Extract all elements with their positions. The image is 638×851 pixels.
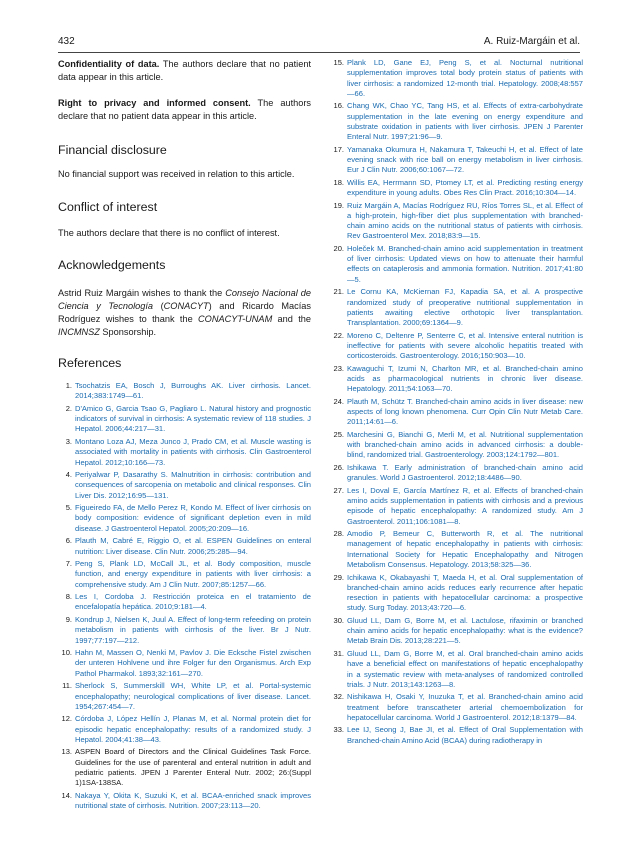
left-column <box>58 58 311 814</box>
reference-link[interactable]: Plank LD, Gane EJ, Peng S, et al. Nocturnal nutritional supplementation improves total body protein status of patients with liver cirrhosis: a randomized 12-month trial. Hepatology. 2008;48:557—66. <box>347 58 583 98</box>
reference-item <box>58 559 311 590</box>
ack-text-3: ) and Ricardo Macías Rodríguez wishes to thank the <box>58 301 311 325</box>
reference-link[interactable]: Hahn M, Massen O, Nenki M, Pavlov J. Die Ecksche Fistel zwischen der unteren Hohlvene und ihre Folger fur den Organismus. Arch Exp Pathol Pharmakol. 1893;32:161—270. <box>75 648 311 678</box>
reference-number: 14. <box>61 790 72 800</box>
reference-number: 23. <box>333 363 344 373</box>
reference-item <box>330 201 583 242</box>
reference-link[interactable]: Les I, Doval E, García Martínez R, et al. Effects of branched-chain amino acids supplementation in patients with cirrhosis and a previous episode of hepatic encephalopathy: A randomized study. Am J Gastroenterol. 2011;106:1081—8. <box>347 485 583 526</box>
reference-item <box>58 615 311 646</box>
reference-item <box>330 58 583 99</box>
reference-link: ASPEN Board of Directors and the Clinical Guidelines Task Force. Guidelines for the use of parenteral and enteral nutrition in adult and pediatric patients. JPEN J Parenter Enteral Nutr. 2002; 26:(Suppl 1)1SA-138SA. <box>75 747 311 788</box>
page-header <box>58 36 580 52</box>
reference-number: 8. <box>65 592 72 602</box>
reference-number: 26. <box>333 463 344 473</box>
reference-number: 17. <box>333 144 344 154</box>
reference-item <box>58 536 311 557</box>
reference-number: 18. <box>333 177 344 187</box>
reference-item <box>58 648 311 679</box>
reference-item <box>58 437 311 468</box>
conflict-heading: Conflict of interest <box>58 199 158 214</box>
reference-link[interactable]: Gluud LL, Dam G, Borre M, et al. Oral branched-chain amino acids have a beneficial effect on manifestations of hepatic encephalopathy in a systematic review with meta-analyses of randomized controlled trials. J Nutr. 2013;143:1263—8. <box>347 649 583 689</box>
reference-number: 28. <box>333 529 344 539</box>
reference-item <box>330 178 583 199</box>
reference-item <box>58 592 311 613</box>
right-column <box>330 58 583 748</box>
reference-link[interactable]: Yamanaka Okumura H, Nakamura T, Takeuchi H, et al. Effect of late evening snack with rice ball on energy metabolism in liver cirrhosis. Eur J Clin Nutr. 2006;60:1067—72. <box>347 144 583 175</box>
reference-link[interactable]: Amodio P, Bemeur C, Butterworth R, et al. The nutritional management of hepatic encephalopathy in patients with cirrhosis: International Society for Hepatic Encephalopathy and Nitrogen Metabolism Consensus. Hepatology. 2013;58:325—36. <box>347 529 583 569</box>
reference-item <box>330 331 583 362</box>
reference-link[interactable]: Ruiz Margáin A, Macías Rodríguez RU, Ríos Torres SL, et al. Effect of a high-protein, high-fiber diet plus supplementation with branched-chain amino acids on the nutritional status of patients with cirrhosis. Rev Gastroenterol Mex. 2018;83:9—15. <box>347 200 583 241</box>
ack-text-5: Sponsorship. <box>99 327 157 338</box>
reference-number: 30. <box>333 615 344 625</box>
reference-link[interactable]: Gluud LL, Dam G, Borre M, et al. Lactulose, rifaximin or branched chain amino acids for hepatic encephalopathy: what is the evidence? Metab Brain Dis. 2013;28:221—5. <box>347 615 583 646</box>
ack-italic-3: CONACYT-UNAM <box>198 314 273 325</box>
reference-item <box>330 486 583 527</box>
ack-text-1: Astrid Ruiz Margáin wishes to thank the <box>58 288 226 299</box>
reference-item <box>58 404 311 435</box>
reference-link[interactable]: Tsochatzis EA, Bosch J, Burroughs AK. Liver cirrhosis. Lancet. 2014;383:1749—61. <box>75 381 311 401</box>
financial-text: No financial support was received in relation to this article. <box>58 168 295 179</box>
reference-number: 9. <box>65 615 72 625</box>
reference-number: 7. <box>65 559 72 569</box>
reference-list-right <box>330 58 583 746</box>
reference-number: 22. <box>333 330 344 340</box>
conflict-text: The authors declare that there is no conflict of interest. <box>58 227 280 238</box>
confidentiality-label: Confidentiality of data. <box>58 59 160 69</box>
reference-link[interactable]: Plauth M, Schütz T. Branched-chain amino acids in liver disease: new aspects of long known phenomena. Curr Opin Clin Nutr Metab Care. 2011;14:61—6. <box>347 396 583 427</box>
reference-link[interactable]: Montano Loza AJ, Meza Junco J, Prado CM, et al. Muscle wasting is associated with mortality in patients with cirrhosis. Clin Gastroenterol Hepatol. 2012;10:166—73. <box>75 437 311 467</box>
reference-number: 20. <box>333 243 344 253</box>
reference-item <box>58 470 311 501</box>
reference-link[interactable]: Moreno C, Deltenre P, Senterre C, et al. Intensive enteral nutrition is ineffective for patients with severe alcoholic hepatitis treated with corticosteroids. Gastroenterology. 2016;150:903—10. <box>347 330 583 361</box>
reference-link[interactable]: Marchesini G, Bianchi G, Merli M, et al. Nutritional supplementation with branched-chain amino acids in advanced cirrhosis: a double-blind, randomized trial. Gastroenterology. 2003;124:1792—801. <box>347 429 583 460</box>
reference-number: 29. <box>333 572 344 582</box>
acknowledgements-text <box>58 287 311 339</box>
ack-italic-4: INCMNSZ <box>58 327 100 338</box>
reference-link[interactable]: Lee IJ, Seong J, Bae JI, et al. Effect of Oral Supplementation with Branched-chain Amino Acid (BCAA) during radiotherapy in <box>347 725 583 745</box>
reference-link[interactable]: Ishikawa T. Early administration of branched-chain amino acid granules. World J Gastroenterol. 2012;18:4486—90. <box>347 463 583 483</box>
reference-number: 2. <box>65 403 72 413</box>
privacy-label: Right to privacy and informed consent. <box>58 97 251 108</box>
reference-number: 19. <box>333 200 344 210</box>
reference-number: 32. <box>333 692 344 702</box>
ack-text-4: and the <box>272 314 311 325</box>
reference-item <box>330 725 583 746</box>
reference-number: 16. <box>333 101 344 111</box>
reference-link[interactable]: Les I, Cordoba J. Restricción proteica en el tratamiento de encefalopatía hepática. 2010;9:181—4. <box>75 592 311 612</box>
reference-item <box>58 681 311 712</box>
reference-number: 4. <box>65 470 72 480</box>
reference-item <box>58 503 311 534</box>
reference-item <box>58 714 311 745</box>
running-head: A. Ruiz-Margáin et al. <box>483 36 580 47</box>
reference-item <box>330 244 583 285</box>
reference-link[interactable]: Kawaguchi T, Izumi N, Charlton MR, et al. Branched-chain amino acids as pharmacological nutrients in chronic liver disease. Hepatology. 2011;54:1063—70. <box>347 363 583 394</box>
reference-link[interactable]: Sherlock S, Summerskill WH, White LP, et al. Portal-systemic encephalopathy; neurological complications of liver disease. Lancet. 1954;267:454—7. <box>75 681 311 711</box>
confidentiality-paragraph <box>58 58 311 84</box>
reference-number: 5. <box>65 503 72 513</box>
confidentiality-text: The authors declare that no patient data appear in this article. <box>58 59 311 82</box>
reference-number: 27. <box>333 485 344 495</box>
reference-item <box>58 791 311 812</box>
privacy-paragraph <box>58 97 311 123</box>
reference-number: 31. <box>333 649 344 658</box>
reference-link[interactable]: Figueiredo FA, de Mello Perez R, Kondo M. Effect of liver cirrhosis on body composition: evidence of significant depletion even in mild disease. J Gastroenterol Hepatol. 2005;20:209—16. <box>75 503 311 533</box>
reference-link[interactable]: Nakaya Y, Okita K, Suzuki K, et al. BCAA-enriched snack improves nutritional state of cirrhosis. Nutrition. 2007;23:113—20. <box>75 790 311 811</box>
reference-item <box>330 573 583 614</box>
reference-number: 10. <box>61 648 72 658</box>
privacy-text: The authors declare that no patient data appear in this article. <box>58 97 311 121</box>
reference-link[interactable]: Chang WK, Chao YC, Tang HS, et al. Effects of extra-carbohydrate supplementation in the late evening on energy expenditure and substrate oxidation in patients with liver cirrhosis. JPEN J Parenter Enteral Nutr. 1997;21:96—9. <box>347 101 583 142</box>
reference-item <box>330 430 583 461</box>
financial-heading: Financial disclosure <box>58 142 167 157</box>
reference-number: 13. <box>61 747 72 757</box>
reference-number: 12. <box>61 714 72 724</box>
reference-item <box>330 287 583 328</box>
reference-number: 21. <box>333 287 344 297</box>
page-number: 432 <box>58 36 75 47</box>
reference-link[interactable]: Willis EA, Herrmann SD, Ptomey LT, et al. Predicting resting energy expenditure in young adults. Obes Res Clin Pract. 2016;10:304—14. <box>347 177 583 198</box>
reference-link[interactable]: Le Cornu KA, McKiernan FJ, Kapadia SA, et al. A prospective randomized study of preoperative nutritional supplementation in patients awaiting elective orthotopic liver transplantation. Transplantation. 2000;69:1364—9. <box>347 287 583 328</box>
references-heading: References <box>58 356 122 371</box>
reference-number: 15. <box>333 58 344 67</box>
reference-item <box>330 616 583 647</box>
reference-link[interactable]: Peng S, Plank LD, McCall JL, et al. Body composition, muscle function, and energy expenditure in patients with liver cirrhosis: a comprehensive study. Am J Clin Nutr. 2007;85:1257—66. <box>75 559 311 589</box>
reference-item <box>330 692 583 723</box>
reference-item <box>330 649 583 690</box>
reference-link[interactable]: Holeček M. Branched-chain amino acid supplementation in treatment of liver cirrhosis: Updated views on how to attenuate their harmful effects on cataplerosis and ammonia formation. Nutrition. 2017;41:80—5. <box>347 243 583 284</box>
reference-item <box>330 463 583 484</box>
reference-number: 6. <box>65 536 72 546</box>
ack-italic-1: Consejo Nacional de Ciencia y Tecnología <box>58 288 311 312</box>
reference-item <box>330 101 583 142</box>
reference-list-left <box>58 381 311 811</box>
reference-number: 11. <box>62 681 72 691</box>
reference-item <box>58 747 311 788</box>
ack-text-2: ( <box>153 301 164 312</box>
reference-item <box>330 145 583 176</box>
ack-italic-2: CONACYT <box>163 301 209 312</box>
reference-item <box>330 364 583 395</box>
reference-item <box>58 381 311 402</box>
acknowledgements-heading: Acknowledgements <box>58 258 166 273</box>
reference-link[interactable]: Nishikawa H, Osaki Y, Inuzuka T, et al. Branched-chain amino acid treatment before transcatheter arterial chemoembolization for hepatocellular carcinoma. World J Gastroenterol. 2012;18:1379—84. <box>347 692 583 722</box>
header-rule <box>58 52 580 53</box>
reference-link[interactable]: Periyalwar P, Dasarathy S. Malnutrition in cirrhosis: contribution and consequences of sarcopenia on metabolic and clinical responses. Clin Liver Dis. 2012;16:95—131. <box>75 470 311 500</box>
reference-number: 1. <box>65 381 72 391</box>
reference-link[interactable]: Córdoba J, López Hellín J, Planas M, et al. Normal protein diet for episodic hepatic encephalopathy: results of a randomized study. J Hepatol. 2004;41:38—43. <box>75 714 311 744</box>
reference-number: 25. <box>333 429 344 439</box>
reference-link[interactable]: Kondrup J, Nielsen K, Juul A. Effect of long-term refeeding on protein metabolism in patients with cirrhosis of the liver. Br J Nutr. 1997;77:197—212. <box>75 615 311 645</box>
reference-link[interactable]: Ichikawa K, Okabayashi T, Maeda H, et al. Oral supplementation of branched-chain amino acids reduces early recurrence after hepatic resection in patients with hepatocellular carcinoma: a prospective study. Surg Today. 2013;43:720—6. <box>347 572 583 613</box>
reference-link[interactable]: D'Amico G, Garcia Tsao G, Pagliaro L. Natural history and prognostic indicators of survival in cirrhosis: A systematic review of 118 studies. J Hepatol. 2006;44:217—31. <box>75 403 311 434</box>
reference-number: 24. <box>333 396 344 406</box>
reference-number: 3. <box>65 437 72 446</box>
reference-number: 33. <box>333 725 344 735</box>
reference-item <box>330 529 583 570</box>
reference-link[interactable]: Plauth M, Cabré E, Riggio O, et al. ESPEN Guidelines on enteral nutrition: Liver disease. Clin Nutr. 2006;25:285—94. <box>75 536 311 556</box>
reference-item <box>330 397 583 428</box>
